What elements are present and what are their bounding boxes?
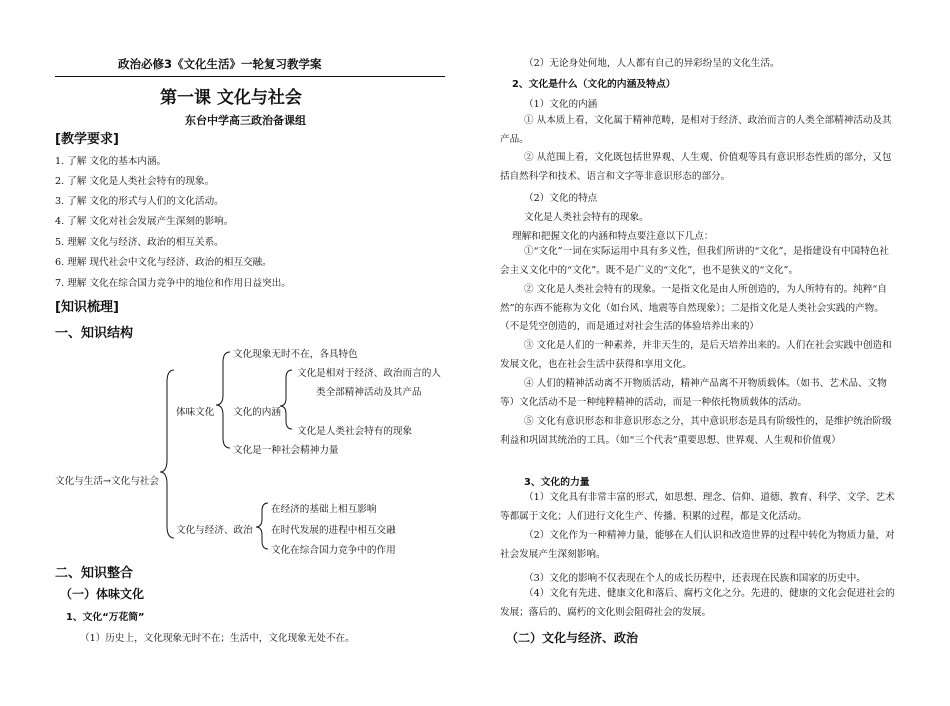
paragraph: 文化是人类社会特有的现象。 <box>524 212 649 223</box>
requirement-item: 4. 了解 文化对社会发展产生深刻的影响。 <box>55 216 234 227</box>
tree-node: 在经济的基础上相互影响 <box>271 504 377 515</box>
requirement-item: 3. 了解 文化的形式与人们的文化活动。 <box>55 196 224 207</box>
requirement-item: 6. 理解 现代社会中文化与经济、政治的相互交融。 <box>55 257 272 268</box>
requirement-item: 7. 理解 文化在综合国力竞争中的地位和作用日益突出。 <box>55 278 291 289</box>
paragraph: （2）文化作为一种精神力量，能够在人们认识和改造世界的过程中转化为物质力量，对社会发展产生深刻影响。 <box>500 530 895 560</box>
tree-node: 文化是相对于经济、政治而言的人 <box>297 368 441 379</box>
subsection-heading: （1）文化的内涵 <box>524 99 598 110</box>
tree-node: 文化在综合国力竞争中的作用 <box>271 545 396 556</box>
structure-heading: 一、知识结构 <box>55 326 134 341</box>
tree-node: 文化现象无时不在，各具特色 <box>233 349 358 360</box>
section-heading: 2、文化是什么（文化的内涵及特点） <box>512 79 676 90</box>
subsection-heading: （2）文化的特点 <box>524 193 598 204</box>
paragraph: ⑤ 文化有意识形态和非意识形态之分，其中意识形态是具有阶级性的，是维护统治阶级利益和巩固其统治的工具。（如“三个代表”重要思想、世界观、人生观和价值观） <box>500 416 892 446</box>
tree-node: 类全部精神活动及其产品 <box>316 387 422 398</box>
integration-heading: 二、知识整合 <box>55 566 134 581</box>
tree-root: 文化与生活→文化与社会 <box>55 476 159 487</box>
tree-node: 文化是人类社会特有的现象 <box>297 426 413 437</box>
requirement-item: 5. 理解 文化与经济、政治的相互关系。 <box>55 237 224 248</box>
paragraph: ② 从范围上看，文化既包括世界观、人生观、价值观等具有意识形态性质的部分，又包括自然科学和技术、语言和文字等非意识形态的部分。 <box>500 152 892 182</box>
tree-branch-culture: 体味文化 <box>176 407 215 418</box>
paragraph: （3）文化的影响不仅表现在个人的成长历程中，还表现在民族和国家的历史中。 <box>524 573 866 584</box>
tree-node: 文化的内涵 <box>233 407 281 418</box>
knowledge-heading: [知识梳理] <box>55 300 119 315</box>
paragraph: ③ 文化是人们的一种素养，并非天生的，是后天培养出来的。人们在社会实践中创造和发展文化，也在社会生活中获得和享用文化。 <box>500 340 892 370</box>
paragraph: ② 文化是人类社会特有的现象。一是指文化是由人所创造的，为人所特有的。纯粹“自然”的东西不能称为文化（如台风、地震等自然现象）；二是指文化是人类社会实践的产物。（不是凭空创造的，而是通过对社会生活的体验培养出来的） <box>500 284 887 332</box>
bracket-root <box>160 370 174 538</box>
paragraph: 理解和把握文化的内涵和特点要注意以下几点： <box>512 231 714 242</box>
bracket-inner <box>280 370 292 429</box>
paragraph: ①“文化”一词在实际运用中具有多义性，但我们所讲的“文化”，是指建设有中国特色社会主义文化中的“文化”。既不是广义的“文化”，也不是狭义的“文化”。 <box>500 246 889 276</box>
bracket-branch2 <box>256 503 268 549</box>
section-heading: 3、文化的力量 <box>524 477 590 488</box>
tree-node: 在时代发展的进程中相互交融 <box>271 525 396 536</box>
bracket-branch1 <box>216 352 230 448</box>
paragraph: （2）无论身处何地，人人都有自己的异彩纷呈的文化生活。 <box>524 58 780 69</box>
lesson-subtitle: 东台中学高三政治备课组 <box>185 114 306 127</box>
part2-heading: （二）文化与经济、政治 <box>506 631 639 645</box>
paragraph: ④ 人们的精神活动离不开物质活动，精神产品离不开物质载体。（如书、艺术品、文物等）文化活动不是一种纯粹精神的活动，而是一种依托物质载体的活动。 <box>500 378 887 408</box>
paragraph: ① 从本质上看，文化属于精神范畴，是相对于经济、政治而言的人类全部精神活动及其产品。 <box>500 115 892 145</box>
paragraph: （4）文化有先进、健康文化和落后、腐朽文化之分。先进的、健康的文化会促进社会的发展；落后的、腐朽的文化则会阻碍社会的发展。 <box>500 588 895 618</box>
tree-node: 文化是一种社会精神力量 <box>233 445 339 456</box>
paragraph: （1）文化具有非常丰富的形式，如思想、理念、信仰、道德、教育、科学、文学、艺术等都属于文化；人们进行文化生产、传播、积累的过程，都是文化活动。 <box>500 492 895 522</box>
point1-heading: 1、文化“万花筒” <box>66 612 145 623</box>
document-header: 政治必修3《文化生活》一轮复习教学案 <box>118 57 322 71</box>
requirement-item: 2. 了解 文化是人类社会特有的现象。 <box>55 176 215 187</box>
tree-branch-economy-politics: 文化与经济、政治 <box>176 525 253 536</box>
lesson-title: 第一课 文化与社会 <box>160 88 302 108</box>
part1-heading: （一）体味文化 <box>60 587 145 601</box>
requirement-item: 1. 了解 文化的基本内涵。 <box>55 156 167 167</box>
requirements-heading: [教学要求] <box>55 132 119 147</box>
point1-item: （1）历史上，文化现象无时不在；生活中，文化现象无处不在。 <box>80 633 355 644</box>
